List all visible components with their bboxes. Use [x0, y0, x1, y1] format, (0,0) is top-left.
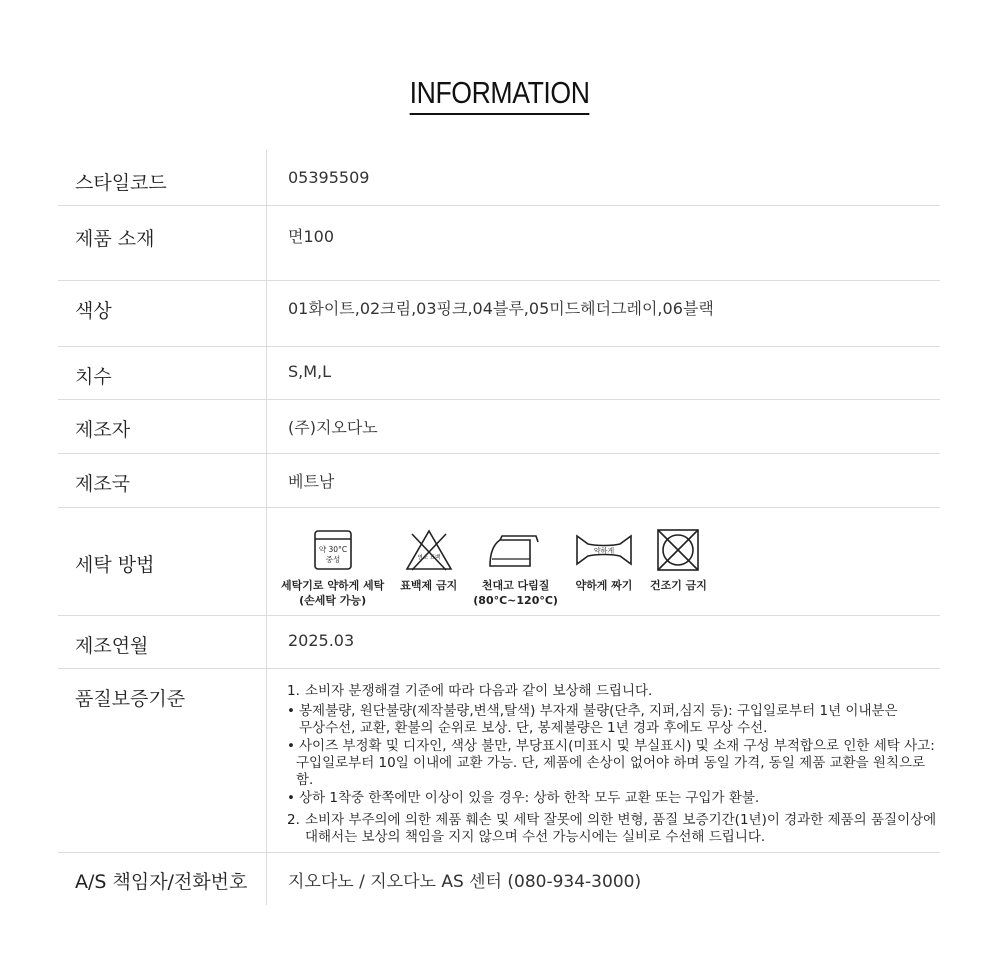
washing-value [267, 508, 940, 615]
care-label-wash-line1: 세탁기로 약하게 세탁 [281, 579, 385, 592]
quality-item-2-line2: 대해서는 보상의 책임을 지지 않으며 수선 가능시에는 실비로 수선해 드립니다. [305, 829, 766, 845]
care-label-wash [281, 578, 384, 608]
style-code-label: 스타일코드 [58, 150, 267, 205]
manufacturer-value: (주)지오다노 [288, 418, 378, 437]
care-icons [281, 526, 940, 608]
care-label-dryer [650, 578, 707, 593]
care-label-iron-line2: (80°C~120°C) [473, 594, 558, 607]
care-item-dryer [650, 526, 707, 593]
care-item-wring [574, 526, 634, 593]
care-label-wash-line2: (손세탁 가능) [299, 594, 367, 607]
quality-item-1 [287, 683, 940, 700]
care-label-bleach [400, 578, 457, 593]
bullet-dot: • [287, 738, 295, 754]
quality-bullet-1-line2: 무상수선, 교환, 환불의 순위로 보상. 단, 봉제불량은 1년 경과 후에도 무상 수선. [299, 720, 768, 736]
quality-bullet-2-line2: 구입일로부터 10일 이내에 교환 가능. 단, 제품에 손상이 없어야 하며 동일 가격, 동일 제품 교환을 원칙으로 함. [296, 755, 926, 788]
no-tumble-dry-icon [655, 526, 701, 574]
color-label: 색상 [58, 281, 267, 346]
date-label: 제조연월 [58, 616, 267, 668]
quality-item-1-num: 1. [287, 683, 300, 699]
quality-bullet-2-line1: 사이즈 부정확 및 디자인, 색상 불만, 부당표시(미표시 및 부실표시) 및 소재 구성 부적합으로 인한 세탁 사고: [299, 738, 935, 754]
page-title: INFORMATION [410, 74, 590, 115]
quality-bullet-3-line1: 상하 1착중 한쪽에만 이상이 있을 경우: 상하 한착 모두 교환 또는 구입가 환불. [299, 790, 760, 806]
country-label: 제조국 [58, 454, 267, 507]
care-label-dryer-line1: 건조기 금지 [649, 579, 707, 592]
material-value: 면100 [288, 227, 334, 246]
care-label-wring [575, 578, 632, 593]
info-table [58, 150, 940, 905]
quality-bullet-2 [287, 738, 940, 789]
quality-item-1-text: 소비자 분쟁해결 기준에 따라 다음과 같이 보상해 드립니다. [305, 683, 653, 699]
quality-item-2 [287, 812, 940, 846]
quality-item-2-line1: 소비자 부주의에 의한 제품 훼손 및 세탁 잘못에 의한 변형, 품질 보증기간(1년)이 경과한 제품의 품질이상에 [305, 812, 937, 828]
row-as [58, 853, 940, 905]
wash-temp-text: 약 30°C [318, 545, 347, 554]
care-item-bleach [400, 526, 457, 593]
row-size [58, 347, 940, 400]
manufacturer-label: 제조자 [58, 400, 267, 453]
country-value: 베트남 [288, 472, 335, 491]
title-wrap [0, 74, 1000, 115]
material-label: 제품 소재 [58, 206, 267, 280]
no-bleach-icon [404, 526, 454, 574]
date-value: 2025.03 [288, 631, 355, 650]
wash-tub-icon [313, 526, 353, 574]
size-value: S,M,L [288, 362, 332, 381]
row-manufacturer [58, 400, 940, 454]
row-washing [58, 508, 940, 616]
care-item-wash [281, 526, 384, 608]
row-quality [58, 669, 940, 853]
quality-label: 품질보증기준 [58, 669, 267, 852]
care-label-iron-line1: 천대고 다림질 [481, 579, 550, 592]
quality-bullet-3 [287, 790, 940, 807]
row-material [58, 206, 940, 281]
care-label-wring-line1: 약하게 짜기 [575, 579, 633, 592]
bullet-dot: • [287, 790, 295, 806]
care-label-bleach-line1: 표백제 금지 [400, 579, 458, 592]
quality-bullet-1 [287, 703, 940, 737]
quality-value [267, 669, 940, 852]
row-country [58, 454, 940, 508]
quality-bullet-1-line1: 봉제불량, 원단불량(제작불량,변색,탈색) 부자재 불량(단추, 지퍼,심지 등): 구입일로부터 1년 이내분은 [299, 703, 898, 719]
row-style-code [58, 150, 940, 206]
size-label: 치수 [58, 347, 267, 399]
bleach-inner-text: 염소 표백 [417, 555, 441, 561]
row-color [58, 281, 940, 347]
iron-icon [486, 526, 546, 574]
color-value: 01화이트,02크림,03핑크,04블루,05미드헤더그레이,06블랙 [288, 299, 714, 318]
wash-neutral-text: 중성 [325, 555, 340, 564]
wring-icon [574, 526, 634, 574]
quality-item-2-num: 2. [287, 812, 300, 828]
style-code-value: 05395509 [288, 168, 370, 187]
wring-inner-text: 약하게 [593, 547, 615, 555]
washing-label: 세탁 방법 [58, 508, 267, 615]
care-item-iron [473, 526, 558, 608]
as-label: A/S 책임자/전화번호 [58, 853, 267, 905]
row-date [58, 616, 940, 669]
bullet-dot: • [287, 703, 295, 719]
as-value: 지오다노 / 지오다노 AS 센터 (080-934-3000) [288, 872, 642, 892]
care-label-iron [473, 578, 558, 608]
